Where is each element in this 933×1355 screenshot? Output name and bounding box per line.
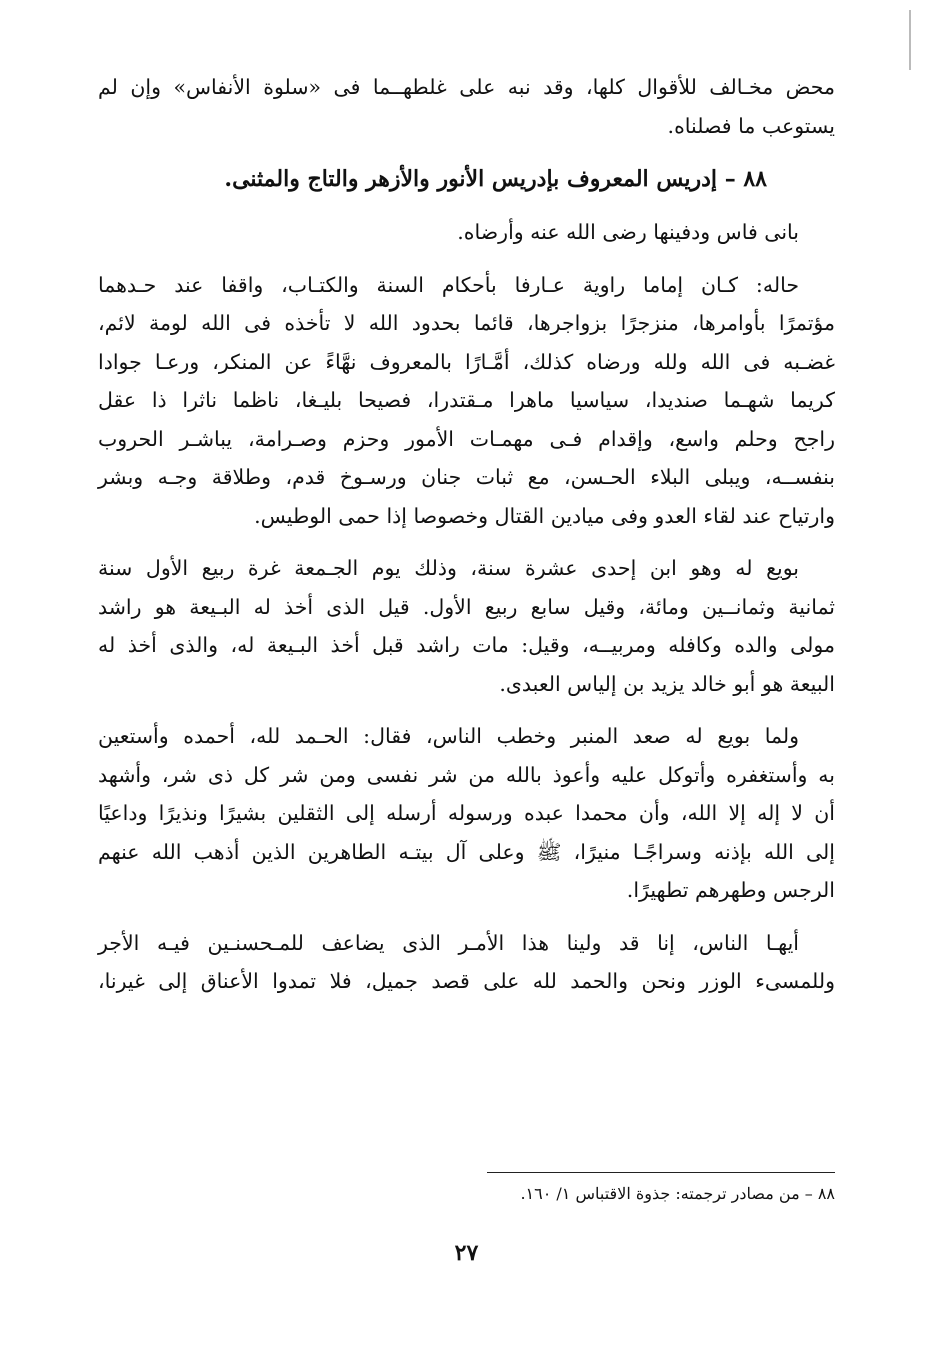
- text-line: الرجس وطهرهم تطهيرًا.: [626, 878, 835, 902]
- page-body: [98, 68, 835, 1015]
- text-line: غضـبه فى الله ولله ورضاه كذلك، أمَّـارًا بالمعروف نهَّاءً عن المنكر، ورعـا جوادا: [98, 349, 835, 374]
- paragraph-khutba: [98, 717, 835, 910]
- paragraph-ayyuha: [98, 924, 835, 1001]
- text-line: أيهـا الناس، إنا قد ولينا هذا الأمـر الذى يضاعف للمـحسنـين فيـه الأجر: [98, 930, 799, 955]
- text-line: بانى فاس ودفينها رضى الله عنه وأرضاه.: [457, 220, 799, 244]
- text-line: وارتياح عند لقاء العدو وفى ميادين القتال وخصوصا إذا حمى الوطيس.: [254, 503, 835, 528]
- text-line: البيعة هو أبو خالد يزيد بن إلياس العبدى.: [499, 671, 835, 696]
- paragraph-bayah: [98, 549, 835, 703]
- text-line: إلى الله بإذنه وسراجًـا منيرًا، ﷺ وعلى آل بيتـه الطاهرين الذين أذهب الله عنهم: [98, 839, 835, 864]
- text-line: وللمسىء الوزر ونحن والحمد لله على قصد جميل، فلا تمدوا الأعناق إلى غيرنا،: [98, 969, 835, 993]
- scan-edge-mark: [909, 10, 911, 70]
- footnote: ٨٨ – من مصادر ترجمته: جذوة الاقتباس ١/ ١٦٠.: [520, 1184, 835, 1203]
- paragraph-opening: [98, 68, 835, 145]
- page-number: ٢٧: [454, 1240, 479, 1266]
- text-line: ثمانية وثمانــين ومائة، وقيل سابع ربيع الأول. قيل الذى أخذ له البـيعة هو راشد: [98, 594, 835, 619]
- text-line: بويع له وهو ابن إحدى عشرة سنة، وذلك يوم الجـمعة غرة ربيع الأول سنة: [98, 556, 799, 580]
- text-line: كريما شهـما صنديدا، سياسيا ماهرا مـقتدرا، فصيحا بليـغا، ناظما ناثرا ذا عقل: [98, 388, 835, 412]
- text-line: راجح وحلم واسع، وإقدام فـى مهمـات الأمور وحزم وصـرامة، يباشـر الحروب: [98, 426, 835, 451]
- paragraph-haluhu: [98, 266, 835, 536]
- text-line: أن لا إله إلا الله، وأن محمدا عبده ورسوله أرسله إلى الثقلين بشيرًا ونذيرًا وداعيًا: [98, 801, 835, 825]
- text-line: مؤتمرًا بأوامرها، منزجرًا بزواجرها، قائما بحدود الله لا تأخذه فى الله لومة لائم،: [98, 311, 835, 335]
- text-line: حاله: كـان إماما راوية عـارفا بأحكام السنة والكتـاب، واقفا عند حـدهما: [98, 272, 799, 297]
- text-line: يستوعب ما فصلناه.: [667, 113, 835, 138]
- footnote-divider: [487, 1172, 835, 1173]
- text-line: ولما بويع له صعد المنبر وخطب الناس، فقال: الحـمد لله، أحمده وأستعين: [98, 724, 799, 748]
- text-line: به وأستغفره وأتوكل عليه وأعوذ بالله من شر نفسى ومن شر كل ذى شر، وأشهد: [98, 762, 835, 787]
- paragraph-intro: [98, 213, 835, 252]
- text-line: بنفســه، ويبلى البلاء الحـسن، مع ثبات جنان ورسـوخ قدم، وطلاقة وجـه وبشر: [98, 465, 835, 489]
- text-line: مولى والده وكافله ومربيــه، وقيل: مات راشد قبل أخذ البـيعة له، والذى أخذ له: [98, 633, 835, 657]
- entry-heading: ٨٨ – إدريس المعروف بإدريس الأنور والأزهر والتاج والمثنى.: [224, 166, 767, 192]
- text-line: محض مخـالف للأقوال كلها، وقد نبه على غلطهــما فى «سلوة الأنفاس» وإن لم: [98, 75, 835, 99]
